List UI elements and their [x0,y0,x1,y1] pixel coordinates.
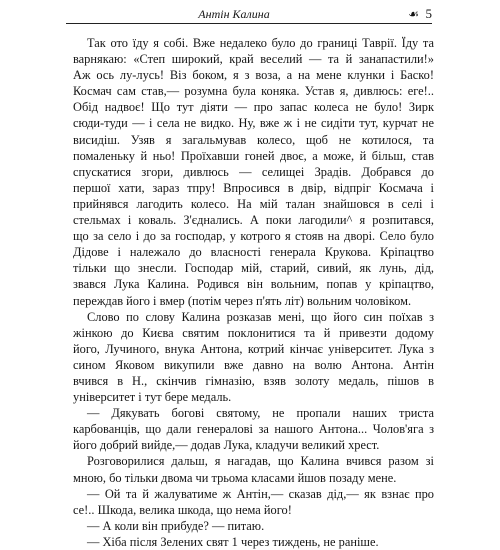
paragraph [73,518,434,534]
text-line: помаленьку й ньо! Проїхавши гоней двоє, а може, й більш, став [73,148,434,163]
paragraph [73,309,434,406]
paragraph [73,486,434,518]
text-line: жінкою до Києва святим поклонитися та й привезти додому [73,325,434,340]
text-line: — Дякувать богові святому, не пропали наших триста [87,406,434,421]
text-line: — Ой та й жалуватиме ж Антін,— сказав дід,— як взнає про [87,486,434,501]
text-line: Так ото їду я собі. Вже недалеко було до границі Таврії. Їду та [87,36,434,50]
paragraph [73,453,434,485]
text-body [73,35,434,550]
text-line: стельмах і коваль. З'єднались. А поки лагодили^ я розпитався, [73,213,434,228]
running-title: Антін Калина [198,7,270,21]
text-line: висидіш. Узяв я загальмував колесо, щоб не котилося, та [73,132,434,147]
text-line: — А коли він прибуде? — питаю. [87,518,265,533]
text-line: Обід надвоє! Що тут діяти — про запас колеса не було! Зирк [73,100,434,115]
page-header [66,6,432,24]
text-line: тільки що знесли. Господар мій, старий, сивий, як лунь, дід, [73,261,434,276]
header-rule [66,23,432,24]
text-line: університет і тут бере медаль. [73,390,232,405]
text-line: його добрий вийде,— додав Лука, кладучи великий хрест. [73,438,380,453]
text-line: першої хати, зараз тпру! Впросився в двір, відпріг Космача і [73,180,434,195]
text-line: Дідове і належало до власності генерала Крукова. Кріпацтво [73,245,434,260]
text-line: вчився в Н., скінчив гімназію, взяв золоту медаль, пішов в [73,373,434,388]
text-line: карбованців, що дали генералові за нашого Антона... Чолов'яга з [73,422,434,437]
text-line: Слово по слову Калина розказав мені, що його син поїхав з [87,309,434,324]
text-line: його, Лучиного, внука Антона, котрий кінчає університет. Лука з [73,341,434,356]
text-line: переждав його і вмер (потім через п'ять літ) вольним чоловіком. [73,293,412,308]
text-line: прийнявся лагодить колесо. На мій талан знайшовся в селі і [73,196,434,211]
text-line: — Хіба після Зелених свят 1 через тиждень, не раніше. [87,534,379,549]
paragraph [73,35,434,309]
text-line: варнякаю: «Степ широкий, край веселий — та й занапастили!» [73,52,434,67]
page-number: 5 [425,6,432,21]
paragraph [73,405,434,453]
text-line: Аж ось лу-лусь! Віз боком, я з воза, а на мене клунки і Баско! [73,68,434,83]
paragraph [73,534,434,550]
text-line: спускатися згори, дивлюсь — селищеі Зрадів. Добрався до [73,164,434,179]
text-line: се!.. Шкода, велика шкода, що нема його! [73,502,292,517]
text-line: мною, бо тільки двома чи трьома класами йшов позаду мене. [73,470,397,485]
text-line: що за село і до за господар, у котрого я стояв на дворі. Село було [73,229,434,244]
text-line: звався Лука Калина. Родився він вольним, попав у кріпацтво, [73,277,434,292]
text-line: сюди-туди — і села не видко. Ну, вже ж і не сидіти тут, курчат не [73,116,434,131]
text-line: сином Яковом викупили вже давно на волю Антона. Антін [73,357,434,372]
fleuron-ornament-icon: ☙ [408,7,419,21]
text-line: Розговорилися дальш, я нагадав, що Калина вчився разом зі [87,454,434,469]
text-line: Космач сам став,— розумна була коняка. Устав я, дивлюсь: еге!.. [73,84,434,99]
